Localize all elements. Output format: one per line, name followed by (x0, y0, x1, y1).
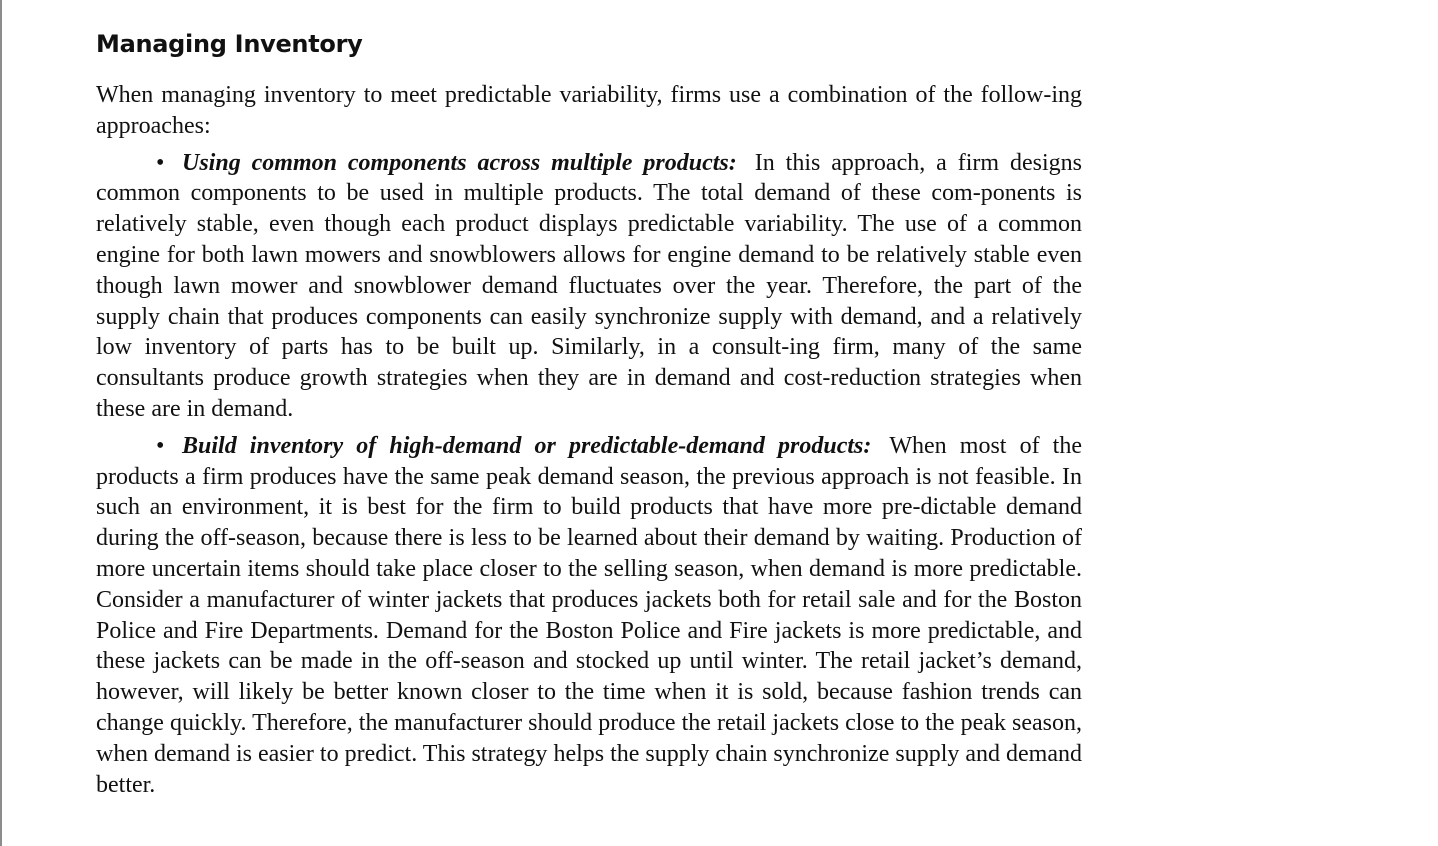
bullet-lead-text: Using common components across multiple products: (182, 149, 737, 176)
bullet-body-text: In this approach, a firm designs common components to be used in multiple products. The total demand of these com-ponents is relatively stable, even though each product displays predictable variability. The use of a common engine for both lawn mowers and snowblowers allows for engine demand to be relatively stable even though lawn mower and snowblower demand fluctuates over the year. Therefore, the part of the supply chain that produces components can easily synchronize supply with demand, and a relatively low inventory of parts has to be built up. Similarly, in a consult-ing firm, many of the same consultants produce growth strategies when they are in demand and cost-reduction strategies when these are in demand. (96, 149, 1082, 422)
bullet-item-build-inventory (96, 431, 1082, 801)
intro-paragraph: When managing inventory to meet predictable variability, firms use a combination of the follow-ing approaches: (96, 82, 1082, 139)
bullet-lead-text: Build inventory of high-demand or predictable-demand products: (182, 432, 872, 459)
bullet-marker: • (156, 432, 165, 459)
section-content (96, 26, 1082, 800)
bullet-marker: • (156, 149, 165, 176)
bullet-item-common-components (96, 148, 1082, 425)
section-heading: Managing Inventory (96, 30, 363, 58)
bullet-body-text: When most of the products a firm produces have the same peak demand season, the previous approach is not feasible. In such an environment, it is best for the firm to build products that have more pre-dictable demand during the off-season, because there is less to be learned about their demand by waiting. Production of more uncertain items should take place closer to the selling season, when demand is more predictable. Consider a manufacturer of winter jackets that produces jackets both for retail sale and for the Boston Police and Fire Departments. Demand for the Boston Police and Fire jackets is more predictable, and these jackets can be made in the off-season and stocked up until winter. The retail jacket’s demand, however, will likely be better known closer to the time when it is sold, because fashion trends can change quickly. Therefore, the manufacturer should produce the retail jackets close to the peak season, when demand is easier to predict. This strategy helps the supply chain synchronize supply and demand better. (96, 432, 1082, 798)
